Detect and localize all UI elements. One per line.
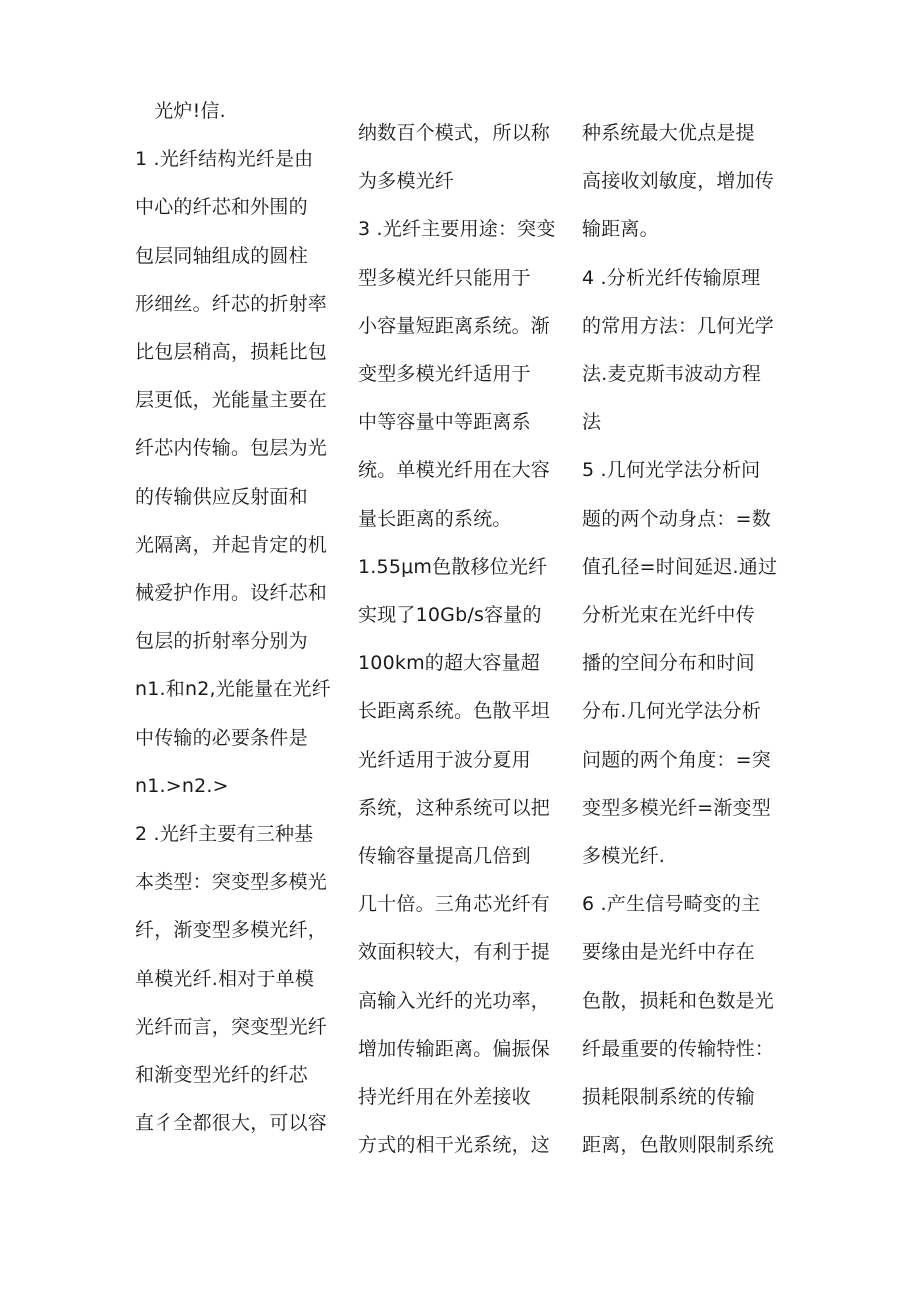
text-line: 纤最重要的传输特性： (582, 1037, 775, 1060)
text-line: 题的两个动身点：=数 (582, 507, 771, 530)
text-line: 法.麦克斯韦波动方程 (582, 363, 762, 385)
text-line: 械爱护作用。设纤芯和 (135, 582, 328, 604)
text-line: 法 (582, 411, 602, 434)
text-line: 实现了10Gb/s容量的 (358, 604, 542, 626)
text-line: 播的空间分布和时间 (582, 652, 755, 675)
text-line: 本类型：突变型多模光 (135, 871, 328, 894)
text-line: 光隔离，并起肯定的机 (135, 533, 328, 556)
text-line: 和渐变型光纤的纤芯 (135, 1064, 308, 1086)
text-line: 小容量短距离系统。渐 (358, 314, 551, 337)
text-line: 方式的相干光系统，这 (358, 1134, 551, 1157)
text-line: 变型多模光纤适用于 (358, 363, 531, 385)
text-line: 100km的超大容量超 (358, 652, 540, 675)
text-line: 分析光束在光纤中传 (582, 604, 755, 626)
text-line: 距离，色散则限制系统 (582, 1134, 775, 1157)
text-line: 光纤而言，突变型光纤 (135, 1015, 328, 1038)
text-line: 层更低，光能量主要在 (135, 389, 328, 412)
text-line: 6 .产生信号畸变的主 (582, 893, 761, 916)
text-line: 要缘由是光纤中存在 (582, 941, 755, 964)
text-line: 型多模光纤只能用于 (358, 266, 531, 289)
text-line: 增加传输距离。偏振保 (358, 1037, 551, 1060)
text-line: 为多模光纤 (358, 170, 455, 193)
text-line: 比包层稍高，损耗比包 (135, 341, 328, 363)
text-line: 量长距离的系统。 (358, 507, 512, 530)
text-line: 中等容量中等距离系 (358, 411, 531, 434)
text-line: 长距离系统。色散平坦 (358, 700, 551, 723)
text-line: 持光纤用在外差接收 (358, 1086, 531, 1108)
text-line: 纳数百个模式，所以称 (358, 122, 551, 144)
text-line: 包层同轴组成的圆柱 (135, 244, 308, 267)
text-line: 光纤适用于波分夏用 (358, 748, 531, 771)
text-line: 的常用方法：几何光学 (582, 314, 775, 337)
text-line: 光炉!信. (135, 100, 226, 122)
text-line: 分布.几何光学法分析 (582, 700, 762, 723)
text-line: 输距离。 (582, 218, 659, 241)
text-line: 的传输供应反射面和 (135, 485, 308, 508)
text-line: 2 .光纤主要有三种基 (135, 823, 314, 845)
text-line: 形细丝。纤芯的折射率 (135, 292, 328, 315)
text-line: 高接收刘敏度，增加传 (582, 170, 775, 193)
text-line: 几十倍。三角芯光纤有 (358, 893, 551, 916)
text-line: 多模光纤. (582, 845, 666, 867)
text-line: 包层的折射率分别为 (135, 630, 308, 653)
text-line: 种系统最大优点是提 (582, 122, 755, 144)
text-line: 统。单模光纤用在大容 (358, 459, 551, 482)
text-line: 4 .分析光纤传输原理 (582, 266, 761, 289)
text-line: 中传输的必要条件是 (135, 726, 308, 749)
text-line: 直彳全都很大，可以容 (135, 1112, 328, 1135)
text-line: 1.55μm色散移位光纤 (358, 555, 548, 578)
text-line: 单模光纤.相对于单模 (135, 967, 315, 990)
text-line: 值孔径=时间延迟.通过 (582, 555, 778, 578)
text-line: 色散，损耗和色数是光 (582, 989, 775, 1012)
text-line: n1.和n2,光能量在光纤 (135, 678, 331, 701)
text-line: 1 .光纤结构光纤是由 (135, 148, 314, 171)
text-line: 中心的纤芯和外围的 (135, 196, 308, 219)
text-line: 纤芯内传输。包层为光 (135, 437, 328, 460)
text-line: 纤，渐变型多模光纤， (135, 919, 328, 942)
text-line: 损耗限制系统的传输 (582, 1086, 755, 1108)
text-line: 3 .光纤主要用途：突变 (358, 218, 556, 241)
text-line: 变型多模光纤=渐变型 (582, 796, 771, 819)
text-line: 5 .几何光学法分析问 (582, 459, 761, 482)
text-line: 问题的两个角度：=突 (582, 748, 771, 771)
text-line: 传输容量提高几倍到 (358, 845, 531, 867)
text-line: n1.>n2.> (135, 774, 229, 797)
text-line: 效面积较大，有利于提 (358, 941, 551, 964)
text-line: 高输入光纤的光功率， (358, 989, 551, 1012)
text-line: 系统，这种系统可以把 (358, 796, 551, 819)
